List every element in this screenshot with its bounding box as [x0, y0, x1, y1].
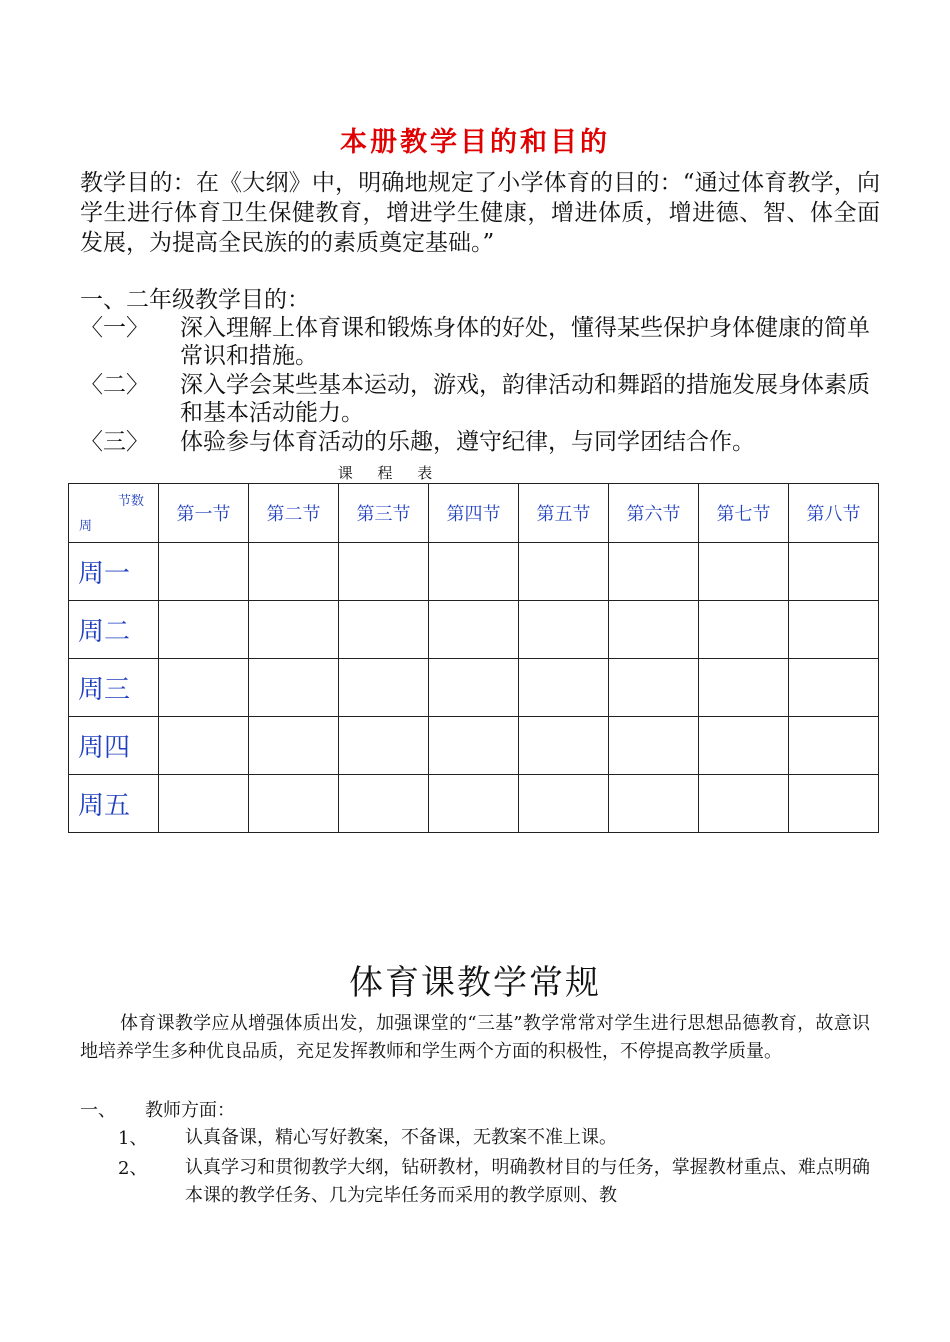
schedule-cell: [249, 543, 339, 601]
day-label: 周五: [69, 775, 159, 833]
schedule-cell: [249, 659, 339, 717]
table-row: [69, 775, 879, 833]
day-label: 周二: [69, 601, 159, 659]
period-header: 第七节: [699, 484, 789, 543]
schedule-cell: [339, 717, 429, 775]
schedule-caption: 课 程 表: [337, 464, 443, 482]
schedule-cell: [699, 601, 789, 659]
item-text: 认真备课，精心写好教案，不备课，无教案不准上课。: [185, 1127, 617, 1148]
schedule-cell: [429, 601, 519, 659]
item-number: 〈二〉: [80, 372, 149, 398]
schedule-cell: [699, 775, 789, 833]
item-number: 〈一〉: [80, 315, 149, 341]
teacher-heading: 教师方面：: [145, 1100, 235, 1121]
heading-number: 一、: [80, 1100, 116, 1121]
schedule-cell: [609, 659, 699, 717]
schedule-cell: [609, 775, 699, 833]
period-header: 第一节: [159, 484, 249, 543]
table-row: [69, 543, 879, 601]
corner-label-week: 周: [79, 519, 93, 534]
period-header: 第八节: [789, 484, 879, 543]
item-text: 深入学会某些基本运动，游戏，韵律活动和舞蹈的措施发展身体素质和基本活动能力。: [180, 372, 870, 426]
period-header: 第五节: [519, 484, 609, 543]
schedule-cell: [609, 717, 699, 775]
day-label: 周三: [69, 659, 159, 717]
item-number: 2、: [118, 1158, 148, 1179]
schedule-cell: [519, 659, 609, 717]
schedule-cell: [789, 775, 879, 833]
schedule-cell: [519, 543, 609, 601]
schedule-cell: [699, 659, 789, 717]
schedule-cell: [609, 543, 699, 601]
schedule-cell: [249, 775, 339, 833]
schedule-cell: [789, 659, 879, 717]
table-row: [69, 659, 879, 717]
schedule-cell: [429, 543, 519, 601]
schedule-cell: [159, 775, 249, 833]
schedule-table: [68, 483, 879, 833]
schedule-cell: [429, 775, 519, 833]
section-title: 本册教学目的和目的: [340, 127, 610, 158]
schedule-cell: [429, 659, 519, 717]
schedule-cell: [519, 775, 609, 833]
schedule-cell: [339, 775, 429, 833]
schedule-cell: [699, 717, 789, 775]
day-label: 周四: [69, 717, 159, 775]
period-header: 第四节: [429, 484, 519, 543]
period-header: 第六节: [609, 484, 699, 543]
table-header-row: [69, 484, 879, 543]
schedule-cell: [339, 543, 429, 601]
section-title: 体育课教学常规: [349, 963, 601, 1003]
item-text: 认真学习和贯彻教学大纲，钻研教材，明确教材目的与任务，掌握教材重点、难点明确本课的教学任务、几为完毕任务而采用的教学原则、教: [185, 1157, 870, 1206]
period-header: 第二节: [249, 484, 339, 543]
schedule-cell: [159, 659, 249, 717]
schedule-cell: [609, 601, 699, 659]
schedule-cell: [789, 601, 879, 659]
corner-cell: [69, 484, 159, 543]
schedule-cell: [519, 717, 609, 775]
schedule-cell: [789, 717, 879, 775]
intro-paragraph: 体育课教学应从增强体质出发，加强课堂的“三基”教学常常对学生进行思想品德教育，故意识地培养学生多种优良品质，充足发挥教师和学生两个方面的积极性，不停提高教学质量。: [80, 1013, 870, 1062]
item-number: 1、: [118, 1128, 148, 1149]
schedule-cell: [519, 601, 609, 659]
schedule-cell: [699, 543, 789, 601]
intro-paragraph: 教学目的：在《大纲》中，明确地规定了小学体育的目的：“通过体育教学，向学生进行体育卫生保健教育，增进学生健康，增进体质，增进德、智、体全面发展，为提高全民族的的素质奠定基础。”: [80, 170, 880, 256]
schedule-cell: [249, 601, 339, 659]
day-label: 周一: [69, 543, 159, 601]
schedule-cell: [249, 717, 339, 775]
table-row: [69, 601, 879, 659]
schedule-cell: [339, 601, 429, 659]
corner-label-periods: 节数: [117, 494, 144, 509]
schedule-cell: [339, 659, 429, 717]
table-row: [69, 717, 879, 775]
item-text: 深入理解上体育课和锻炼身体的好处，懂得某些保护身体健康的简单常识和措施。: [180, 315, 870, 369]
item-text: 体验参与体育活动的乐趣，遵守纪律，与同学团结合作。: [180, 429, 755, 455]
schedule-cell: [789, 543, 879, 601]
schedule-cell: [429, 717, 519, 775]
schedule-cell: [159, 717, 249, 775]
period-header: 第三节: [339, 484, 429, 543]
schedule-cell: [159, 543, 249, 601]
grade-heading: 一、二年级教学目的：: [80, 287, 310, 313]
schedule-cell: [159, 601, 249, 659]
item-number: 〈三〉: [80, 429, 149, 455]
